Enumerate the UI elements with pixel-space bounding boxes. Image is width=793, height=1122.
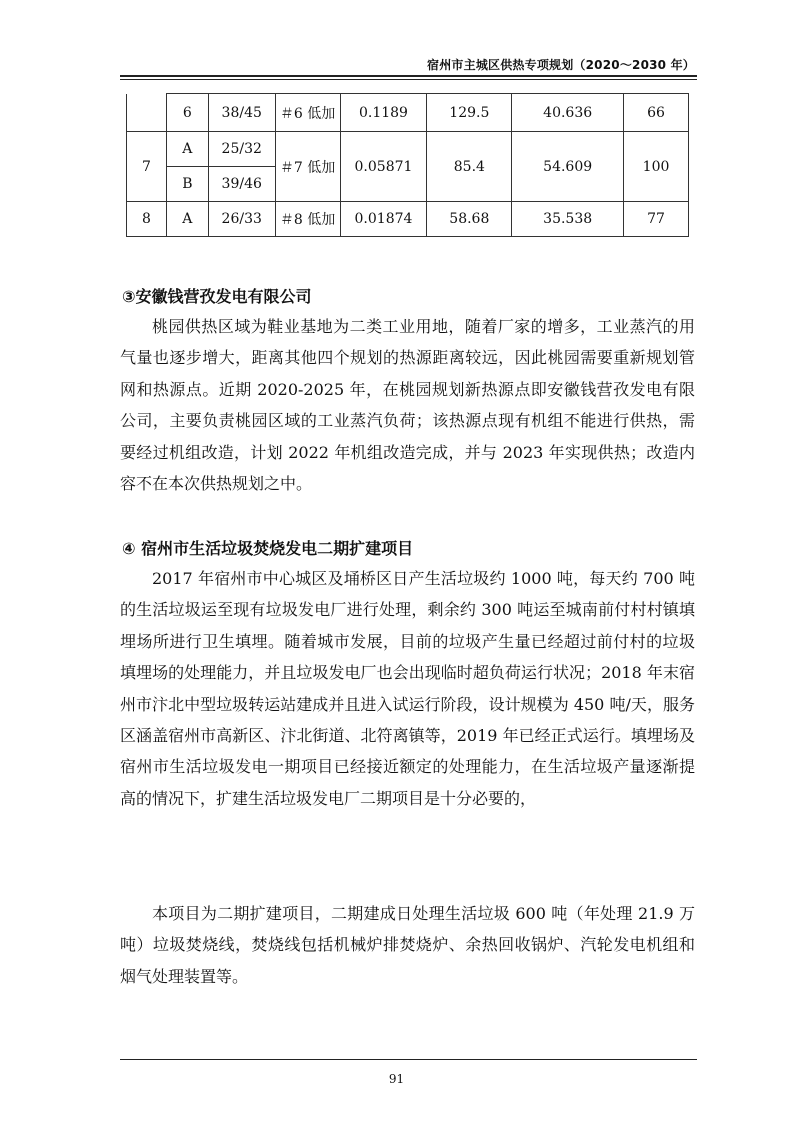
heater-parameter-table (126, 93, 689, 237)
page-number: 91 (388, 1072, 405, 1086)
table-cell: 6 (166, 94, 208, 132)
footer-rule (120, 1059, 697, 1060)
table-cell: 85.4 (427, 132, 512, 202)
table-cell: 0.1189 (340, 94, 427, 132)
table-cell: 38/45 (208, 94, 275, 132)
table-row (127, 94, 689, 132)
table-cell: 26/33 (208, 202, 275, 237)
table-cell: 8 (127, 202, 167, 237)
table-cell: 77 (624, 202, 689, 237)
table-cell: 35.538 (512, 202, 624, 237)
table-cell: A (166, 202, 208, 237)
table-row (127, 132, 689, 167)
paragraph-taoyuan-heat-source: 桃园供热区域为鞋业基地为二类工业用地，随着厂家的增多，工业蒸汽的用气量也逐步增大，距离其他四个规划的热源距离较远，因此桃园需要重新规划管网和热源点。近期 2020-2025 年，在桃园规划新热源点即安徽钱营孜发电有限公司，主要负责桃园区域的工业蒸汽负荷；该热源点现有机组不能进行供热，需要经过机组改造，计划 2022 年机组改造完成，并与 2023 年实现供热；改造内容不在本次供热规划之中。 (120, 317, 695, 494)
table-cell: ＃6 低加 (275, 94, 340, 132)
table-cell: 129.5 (427, 94, 512, 132)
table-cell (127, 94, 167, 132)
table-cell: 100 (624, 132, 689, 202)
table-cell: 39/46 (208, 167, 275, 202)
table-cell: ＃8 低加 (275, 202, 340, 237)
header-rule-thin (120, 79, 697, 80)
table-cell: 54.609 (512, 132, 624, 202)
table-cell: 7 (127, 132, 167, 202)
paragraph-waste-generation: 2017 年宿州市中心城区及埇桥区日产生活垃圾约 1000 吨，每天约 700 吨的生活垃圾运至现有垃圾发电厂进行处理，剩余约 300 吨运至城南前付村村镇填埋场所进行卫生填埋。随着城市发展，目前的垃圾产生量已经超过前付村的垃圾填埋场的处理能力，并且垃圾发电厂也会出现临时超负荷运行状况；2018 年末宿州市汴北中型垃圾转运站建成并且进入试运行阶段，设计规模为 450 吨/天，服务区涵盖宿州市高新区、汴北街道、北符离镇等，2019 年已经正式运行。填埋场及宿州市生活垃圾发电一期项目已经接近额定的处理能力，在生活垃圾产量逐渐提高的情况下，扩建生活垃圾发电厂二期项目是十分必要的， (120, 569, 695, 808)
header-rule (120, 75, 697, 77)
table-cell: 66 (624, 94, 689, 132)
table-row (127, 202, 689, 237)
table-cell: 58.68 (427, 202, 512, 237)
table-cell: B (166, 167, 208, 202)
section-heading-waste-incineration: ④ 宿州市生活垃圾焚烧发电二期扩建项目 (122, 539, 414, 558)
running-header-title: 宿州市主城区供热专项规划（2020～2030 年） (427, 58, 695, 72)
table-cell: 25/32 (208, 132, 275, 167)
section-heading-anhui-qianyingzi: ③安徽钱营孜发电有限公司 (122, 287, 312, 306)
table-cell: 40.636 (512, 94, 624, 132)
table-cell: A (166, 132, 208, 167)
table-cell: 0.01874 (340, 202, 427, 237)
paragraph-project-scope: 本项目为二期扩建项目，二期建成日处理生活垃圾 600 吨（年处理 21.9 万吨）垃圾焚烧线，焚烧线包括机械炉排焚烧炉、余热回收锅炉、汽轮发电机组和烟气处理装置等。 (120, 904, 695, 986)
table-cell: ＃7 低加 (275, 132, 340, 202)
table-cell: 0.05871 (340, 132, 427, 202)
